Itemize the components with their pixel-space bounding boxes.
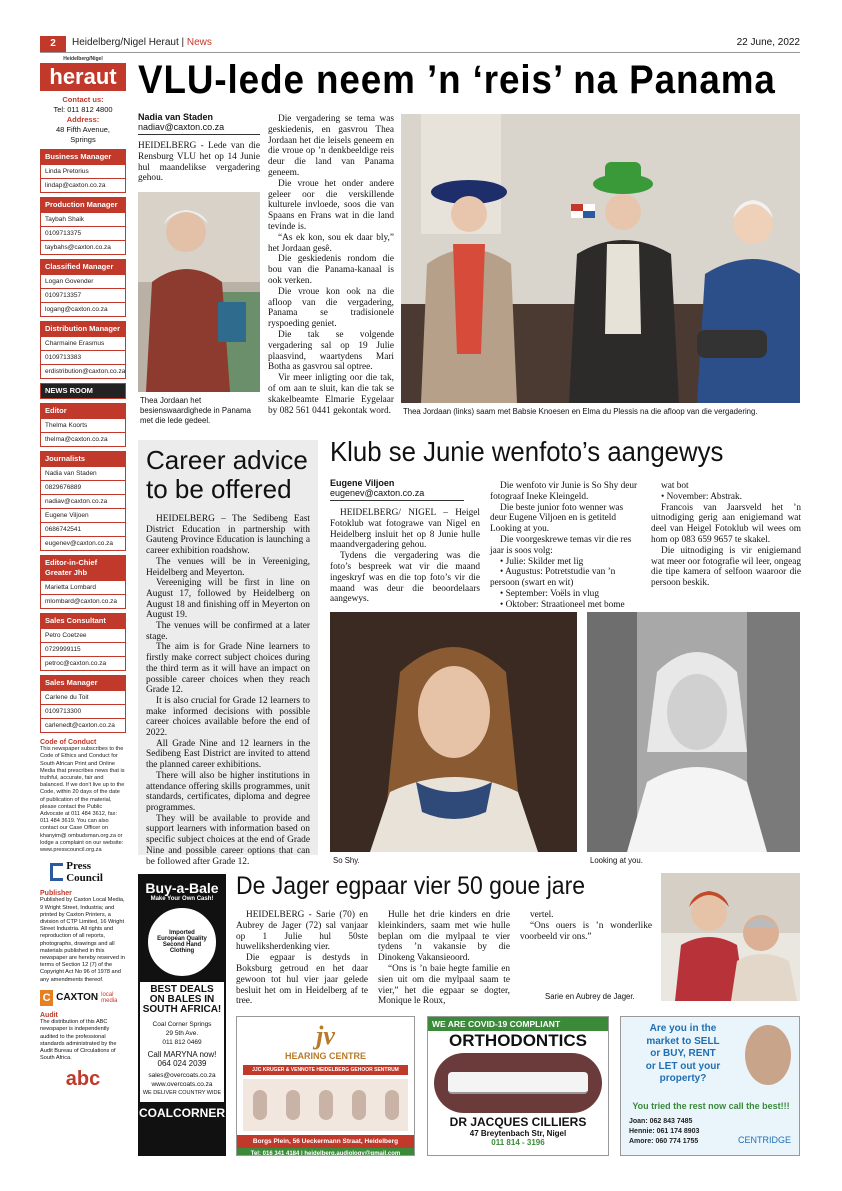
header-rule — [40, 52, 800, 53]
staff-detail: petroc@caxton.co.za — [41, 656, 125, 670]
bale-subtitle: Make Your Own Cash! — [150, 896, 214, 902]
staff-box — [40, 403, 126, 447]
photo-looking-at-you — [587, 612, 800, 852]
article4-col3 — [520, 910, 652, 942]
staff-detail: 0109713383 — [41, 350, 125, 364]
staff-detail: Charmaine Erasmus — [41, 336, 125, 350]
staff-detail: Thelma Koorts — [41, 418, 125, 432]
paragraph: Die voorgeskrewe temas vir die res jaar is soos volg: — [490, 534, 632, 556]
paragraph: • Julie: Skilder met lig — [500, 556, 584, 567]
publisher-block — [40, 890, 126, 984]
staff-box — [40, 197, 126, 255]
staff-role: Distribution Manager — [41, 322, 125, 336]
property-contact: Hennie: 061 174 8903 — [629, 1128, 700, 1135]
paragraph: Vir meer inligting oor die tak, of om aan te sluit, kan die tak se skakelbeamte Elmarie Eygelaar by 082 561 0441 gekontak word. — [268, 373, 394, 416]
section-name: News — [186, 37, 212, 48]
article1-intro: HEIDELBERG - Lede van die Rensburg VLU het op 14 Junie hul maandelikse vergadering gehou. — [138, 141, 260, 184]
staff-detail: Carlene du Toit — [41, 690, 125, 704]
bale-phone: 011 812 0469 — [162, 1039, 202, 1046]
paragraph: HEIDELBERG – The Sedibeng East District Education in partnership with Gauteng Province Education is launching a career exhibition roadshow. — [146, 514, 310, 557]
staff-detail: nadiav@caxton.co.za — [41, 494, 125, 508]
press-council-logo — [40, 860, 126, 884]
paragraph: All Grade Nine and 12 learners in the Sedibeng East District are invited to attend the planned career exhibitions. — [146, 738, 310, 771]
staff-role: Sales Manager — [41, 676, 125, 690]
article2-headline: Career advice to be offered — [146, 445, 308, 504]
property-contacts — [629, 1117, 699, 1147]
staff-detail: 0686742541 — [41, 522, 125, 536]
ortho-address: 47 Breytenbach Str, Nigel — [469, 1129, 567, 1138]
paragraph: Die vergadering se tema was geskiedenis, en gasvrou Thea Jordaan het die leisels geneem en die vroue op ’n denkbeeldige reis deur die land van Panama geneem. — [268, 114, 394, 178]
staff-detail: thelma@caxton.co.za — [41, 432, 125, 446]
staff-role: Business Manager — [41, 150, 125, 164]
paragraph: “As ek kon, sou ek daar bly,” het Jordaan gesê. — [268, 232, 394, 254]
photo-thea-jordaan — [138, 192, 260, 392]
staff-box — [40, 383, 126, 399]
audit-block — [40, 1012, 126, 1062]
bale-deal: SOUTH AFRICA! — [142, 1004, 222, 1015]
publisher-title: Publisher — [40, 890, 72, 898]
article3-caption-left: So Shy. — [333, 856, 360, 865]
article4-col2 — [378, 910, 510, 1007]
logo-text: heraut — [49, 64, 117, 89]
photo-panama-group — [401, 114, 800, 403]
paragraph: “Ons ouers is ’n wonderlike voorbeeld vir ons.” — [520, 920, 652, 942]
hearing-address: Borgs Plein, 56 Ueckermann Straat, Heidelberg — [237, 1135, 414, 1148]
staff-box — [40, 321, 126, 379]
paragraph: Die wenfoto vir Junie is So Shy deur fotograaf Ineke Kleingeld. — [490, 481, 638, 502]
article1-byline — [138, 112, 260, 184]
ad-centridge-property[interactable] — [620, 1016, 800, 1156]
running-head: Heidelberg/Nigel Heraut | News — [72, 37, 212, 48]
audit-title: Audit — [40, 1011, 58, 1019]
publication-name: Heidelberg/Nigel Heraut — [72, 37, 179, 48]
article4-caption: Sarie en Aubrey de Jager. — [545, 992, 635, 1001]
property-line: Are you in the — [649, 1023, 717, 1034]
paragraph: They will be available to provide and support learners with information based on specific subject choices at the end of Grade Nine and possible career options that can be followed after Grade 12. — [146, 813, 310, 867]
paragraph: Hulle het drie kinders en drie kleinkinders, saam met wie hulle beplan om die mylpaal te vier tydens ’n vakansie by die Dinokeng Vakansieoord. — [378, 910, 510, 964]
hearing-ribbon: JJC KRUGER & VENNOTE HEIDELBERG GEHOOR SENTRUM — [243, 1065, 408, 1075]
staff-detail: 0729999115 — [41, 642, 125, 656]
staff-box — [40, 555, 126, 609]
staff-detail: mlombard@caxton.co.za — [41, 594, 125, 608]
staff-role: Editor — [41, 404, 125, 418]
article4-headline: De Jager egpaar vier 50 goue jare — [236, 872, 586, 900]
hearing-aids-illustration — [243, 1079, 408, 1131]
paragraph: HEIDELBERG/ NIGEL – Heigel Fotoklub wat fotograwe van Nigel en Heidelberg insluit het op 8 Junie hulle maandvergadering gehou. — [330, 508, 480, 551]
staff-detail: Nadia van Staden — [41, 466, 125, 480]
address-label: Address: — [66, 115, 100, 124]
logo-superscript: Heidelberg/Nigel — [63, 56, 103, 62]
photo-so-shy — [330, 612, 577, 852]
ortho-title: ORTHODONTICS — [449, 1031, 587, 1050]
staff-role: Production Manager — [41, 198, 125, 212]
staff-detail: Logan Govender — [41, 274, 125, 288]
paragraph: Vereeniging will be first in line on August 17, followed by Heidelberg on August 18 and finishing off in Meyerton on August 19. — [146, 578, 310, 621]
code-title: Code of Conduct — [40, 739, 97, 746]
staff-box — [40, 613, 126, 671]
bale-deliver: WE DELIVER COUNTRY WIDE — [142, 1090, 222, 1096]
bale-title: Buy-a-Bale — [145, 880, 219, 896]
staff-detail: erdistribution@caxton.co.za — [41, 364, 125, 378]
caxton-logo — [40, 990, 126, 1006]
paragraph: The aim is for Grade Nine learners to firstly make correct subject choices during the third term as it will have an impact on possible career choices when they reach Grade 12. — [146, 642, 310, 696]
page-number: 2 — [40, 36, 66, 52]
contact-tel: Tel: 011 812 4800 — [53, 105, 113, 114]
hearing-logo: jv — [316, 1021, 335, 1050]
staff-detail: Taybah Shaik — [41, 212, 125, 226]
smile-illustration — [434, 1053, 602, 1113]
bale-email: sales@overcoats.co.za — [148, 1072, 216, 1079]
bale-deal: ON BALES IN — [149, 994, 215, 1005]
centridge-logo: CENTRIDGE — [737, 1135, 791, 1145]
property-line: or LET out your — [645, 1060, 721, 1072]
article2-box — [138, 440, 318, 867]
article3-author: Eugene Viljoen — [330, 478, 395, 488]
paragraph: The venues will be confirmed at a later stage. — [146, 621, 310, 642]
property-tagline: You tried the rest now call the best!!! — [632, 1101, 790, 1111]
bale-web: www.overcoats.co.za — [151, 1081, 213, 1088]
caxton-sub: local media — [101, 991, 118, 1004]
staff-detail: 0109713300 — [41, 704, 125, 718]
property-contact: Amore: 060 774 1755 — [629, 1138, 699, 1145]
property-line: property? — [659, 1073, 707, 1084]
publisher-text: Published by Caxton Local Media, 9 Wright Street, Industria; and printed by Caxton Printers, a division of CTP Limited, 16 Wright Street Industria. All rights and reproduction of all reports, photographs, drawings and all materials published in this newspaper are hereby reserved in terms of Section 12 (7) of the Copyright Act No 96 of 1978 and any amendments thereof. — [40, 897, 125, 983]
ortho-doctor: DR JACQUES CILLIERS — [449, 1115, 587, 1129]
paragraph: The venues will be in Vereeniging, Heidelberg and Meyerton. — [146, 556, 310, 578]
paragraph: • September: Voëls in vlug — [500, 588, 599, 599]
contact-block — [40, 95, 126, 145]
staff-detail: Marietta Lombard — [41, 580, 125, 594]
staff-detail: Linda Pretorius — [41, 164, 125, 178]
masthead-sidebar — [40, 55, 126, 1091]
staff-role: Classified Manager — [41, 260, 125, 274]
bale-address: 29 5th Ave. — [165, 1030, 199, 1037]
heraut-logo — [40, 56, 126, 91]
paragraph: There will also be higher institutions in attendance offering skills programmes, unit standards, certificates, diploma and degree programmes. — [146, 770, 310, 813]
article3-headline: Klub se Junie wenfoto’s aangewys — [330, 436, 724, 467]
paragraph: “Ons is ’n baie hegte familie en sien uit om die mylpaal saam te vier,” het die egpaar se dogter, Monique le Roux, — [378, 963, 510, 1007]
ortho-covid: WE ARE COVID-19 COMPLIANT — [428, 1017, 608, 1031]
staff-detail: 0109713357 — [41, 288, 125, 302]
property-contact: Joan: 062 843 7485 — [629, 1118, 693, 1125]
property-line: or BUY, RENT — [650, 1048, 716, 1059]
staff-detail: eugenev@caxton.co.za — [41, 536, 125, 550]
address-line: Springs — [70, 135, 96, 144]
article4-col1 — [236, 910, 368, 1007]
staff-detail: carlenedt@caxton.co.za — [41, 718, 125, 732]
agent-portrait — [745, 1025, 791, 1085]
paragraph: Die uitnodiging is vir enigiemand wat meer oor fotografie wil leer, ongeag die tipe kamera of selfoon waaroor die persoon beskik. — [651, 545, 801, 589]
paragraph: Die geskiedenis rondom die bou van die Panama-kanaal is ook verken. — [268, 254, 394, 286]
paragraph: • November: Abstrak. — [661, 491, 742, 502]
article3-col1 — [330, 508, 480, 605]
audit-text: The distribution of this ABC newspaper is independently audited to the professional standards administrated by the Audit Bureau of Circulations of South Africa. — [40, 1019, 117, 1062]
article2-body — [138, 510, 318, 871]
photo-de-jager-couple — [661, 873, 800, 1001]
property-line: market to SELL — [646, 1035, 720, 1047]
bale-call: Call MARYNA now! — [147, 1050, 217, 1059]
ad-buy-a-bale[interactable] — [138, 874, 226, 1156]
paragraph: wat bot — [661, 481, 689, 491]
code-of-conduct — [40, 739, 126, 854]
staff-detail: 0829676889 — [41, 480, 125, 494]
paragraph: Die tak se volgende vergadering sal op 19 Julie plaasvind, waartydens Mari Botha as gasvrou sal optree. — [268, 329, 394, 373]
paragraph: • Augustus: Potretstudie van ’n persoon (swart en wit) — [490, 567, 616, 589]
article3-caption-right: Looking at you. — [590, 856, 643, 865]
article1-caption-left: Thea Jordaan het besienswaardighede in Panama met die lede gedeel. — [140, 396, 251, 425]
article1-body — [268, 114, 394, 416]
bale-badge: Imported European Quality Second Hand Clothing — [148, 908, 216, 976]
article1-caption-main: Thea Jordaan (links) saam met Babsie Knoesen en Elma du Plessis na die afloop van die vergadering. — [403, 407, 758, 416]
staff-box — [40, 451, 126, 551]
staff-role: NEWS ROOM — [41, 384, 125, 398]
property-question — [627, 1023, 739, 1086]
staff-detail: lindap@caxton.co.za — [41, 178, 125, 192]
paragraph: Tydens die vergadering was die foto’s bespreek wat vir die maand ingeskryf was en die top foto’s vir die maand was deur die beoordelaars aangewys. — [330, 551, 480, 605]
paragraph: HEIDELBERG - Sarie (70) en Aubrey de Jager (72) sal vanjaar op 1 Julie hul 50ste huweliksherdenking vier. — [236, 910, 368, 953]
staff-box — [40, 675, 126, 733]
article1-headline: VLU-lede neem ’n ‘reis’ na Panama — [138, 58, 776, 102]
ad-orthodontics[interactable] — [427, 1016, 609, 1156]
bale-brand: COALCORNER — [139, 1106, 225, 1120]
hearing-name: HEARING CENTRE — [284, 1051, 366, 1061]
staff-box — [40, 259, 126, 317]
bale-address: Coal Corner Springs — [152, 1021, 212, 1028]
paragraph: Die beste junior foto wenner was deur Eugene Viljoen en is getiteld Looking at you. — [490, 502, 624, 535]
staff-detail: taybahs@caxton.co.za — [41, 240, 125, 254]
article3-col2 — [490, 481, 640, 611]
staff-detail: Petro Coetzee — [41, 628, 125, 642]
staff-detail: 0109713375 — [41, 226, 125, 240]
hearing-contact: Tel: 016 341 4184 | heidelberg.audiology@gmail.com — [237, 1148, 414, 1156]
paragraph: • Oktober: Straationeel met bome — [500, 599, 625, 610]
issue-date: 22 June, 2022 — [736, 37, 800, 48]
press-council-text: Press Council — [66, 860, 103, 885]
contact-label: Contact us: — [62, 95, 104, 104]
ad-hearing-centre[interactable] — [236, 1016, 415, 1156]
staff-role: Editor-in-Chief Greater Jhb — [41, 556, 125, 580]
address-line: 48 Fifth Avenue, — [55, 125, 111, 134]
article1-email[interactable]: nadiav@caxton.co.za — [138, 122, 260, 135]
staff-role: Journalists — [41, 452, 125, 466]
paragraph: It is also crucial for Grade 12 learners to make informed decisions with possible career choices available before the end of 2022. — [146, 695, 310, 739]
caxton-text: CAXTON — [56, 992, 99, 1004]
article3-col3 — [651, 481, 801, 589]
staff-detail: logang@caxton.co.za — [41, 302, 125, 316]
article3-email[interactable]: eugenev@caxton.co.za — [330, 488, 464, 501]
code-text: This newspaper subscribes to the Code of Ethics and Conduct for South African Print and Online Media that prescribes news that is truthful, accurate, fair and balanced. If we don't live up to the Code, within 20 days of the date of publication of the material, please contact the Public Advocate at 011 484 3612, fax: 011 484 3619. You can also contact our Case Officer on khanyim@ ombudsman.org.za or lodge a complaint on our website: www.presscouncil.org.za — [40, 746, 125, 854]
paragraph: vertel. — [530, 910, 554, 920]
paragraph: Die vroue kon ook na die afloop van die vergadering, Panama se tradisionele ryspoeding geniet. — [268, 286, 394, 330]
paragraph: Die egpaar is destyds in Boksburg getroud en het daar gewoon tot hul vier jaar gelede besluit het om in Heidelberg af te tree. — [236, 953, 368, 1007]
caxton-icon: C — [40, 990, 53, 1006]
press-council-icon — [50, 863, 63, 881]
bale-phone: 064 024 2039 — [157, 1059, 207, 1068]
article3-byline — [330, 478, 464, 501]
staff-box — [40, 149, 126, 193]
bale-deal: BEST DEALS — [150, 984, 214, 995]
staff-detail: Eugene Viljoen — [41, 508, 125, 522]
ortho-phone: 011 814 - 3196 — [491, 1138, 545, 1147]
paragraph: Die vroue het onder andere geleer oor die verskillende kulturele invloede, soos die van Spaans en Frans wat in die land tevinde is. — [268, 178, 394, 232]
staff-list — [40, 149, 126, 733]
paragraph: Francois van Jaarsveld het ’n uitnodiging gerig aan enigiemand wat deel van Heigel Fotoklub wil wees om hom op 083 659 9657 te skakel. — [651, 502, 801, 545]
abc-logo: abc — [65, 1068, 101, 1091]
staff-role: Sales Consultant — [41, 614, 125, 628]
article1-author: Nadia van Staden — [138, 112, 214, 122]
